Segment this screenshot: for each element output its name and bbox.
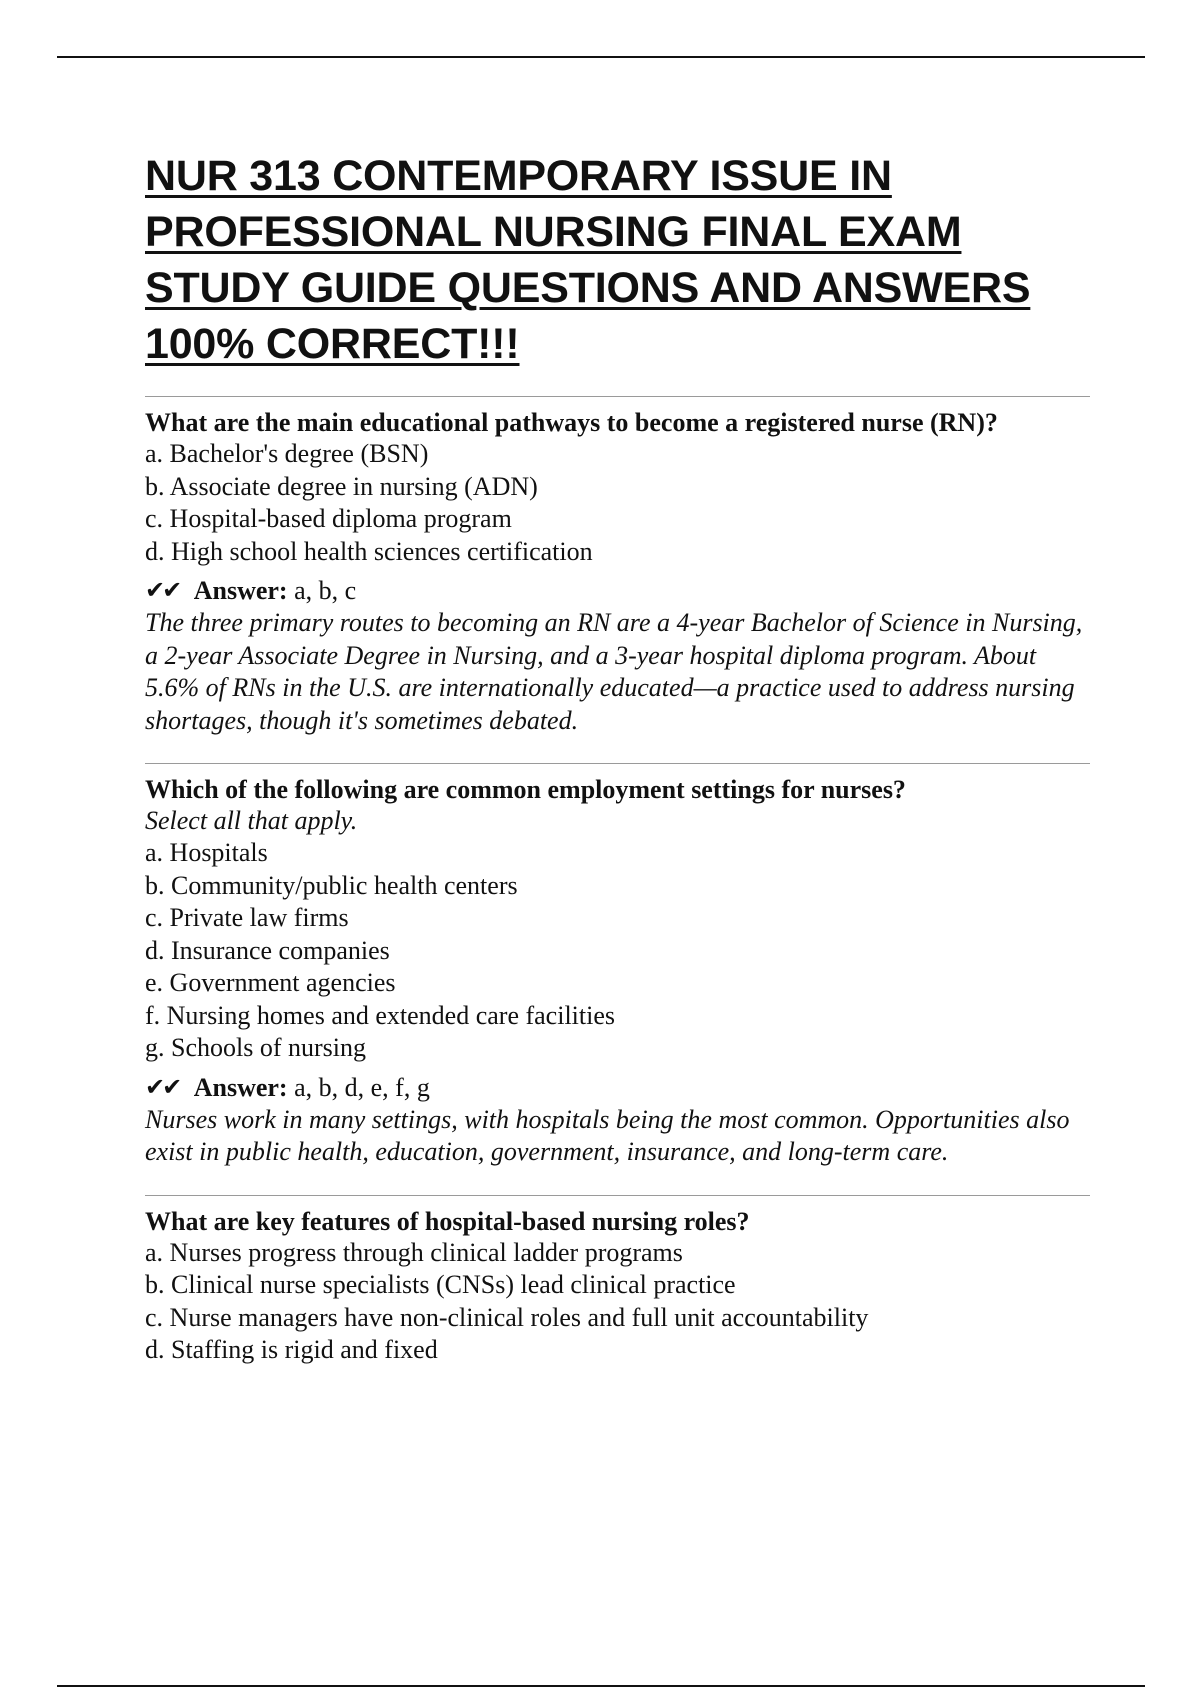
option-item: e. Government agencies xyxy=(145,968,396,997)
answer-value: a, b, d, e, f, g xyxy=(294,1072,430,1102)
answer-label: Answer: xyxy=(193,576,288,605)
question-block-1 xyxy=(145,396,1090,763)
answer-line xyxy=(145,1071,1090,1104)
option-item: a. Bachelor's degree (BSN) xyxy=(145,439,429,468)
document-title: NUR 313 CONTEMPORARY ISSUE IN PROFESSIONAL NURSING FINAL EXAM STUDY GUIDE QUESTIONS AND ANSWERS 100% CORRECT!!! xyxy=(145,152,1031,368)
option-item: b. Community/public health centers xyxy=(145,870,518,900)
option-item: a. Nurses progress through clinical ladder programs xyxy=(145,1237,683,1267)
option-item: g. Schools of nursing xyxy=(145,1033,366,1062)
bottom-page-rule xyxy=(57,1685,1145,1687)
option-list xyxy=(145,438,1090,568)
double-check-icon: ✔✔ xyxy=(145,576,180,604)
option-item: c. Private law firms xyxy=(145,903,349,932)
document-body xyxy=(145,148,1090,1395)
option-item: d. Insurance companies xyxy=(145,935,390,965)
answer-value: a, b, c xyxy=(294,576,357,605)
answer-explanation: The three primary routes to becoming an RN are a 4-year Bachelor of Science in Nursing, a 2-year Associate Degree in Nursing, and a 3-year hospital diploma program. About 5.6% of RNs in the U.S. are internationally educated—a practice used to address nursing shortages, though it's sometimes debated. xyxy=(145,608,1083,735)
question-instruction: Select all that apply. xyxy=(145,806,358,835)
answer-explanation: Nurses work in many settings, with hospitals being the most common. Opportunities also exist in public health, education, government, insurance, and long-term care. xyxy=(145,1104,1070,1166)
option-item: b. Associate degree in nursing (ADN) xyxy=(145,471,538,501)
option-item: d. Staffing is rigid and fixed xyxy=(145,1335,438,1364)
question-text: Which of the following are common employment settings for nurses? xyxy=(145,775,906,804)
option-item: c. Hospital-based diploma program xyxy=(145,504,512,533)
question-block-3 xyxy=(145,1195,1090,1395)
question-block-2 xyxy=(145,763,1090,1195)
option-item: f. Nursing homes and extended care facilities xyxy=(145,1000,615,1030)
option-item: c. Nurse managers have non-clinical roles and full unit accountability xyxy=(145,1302,869,1332)
option-item: a. Hospitals xyxy=(145,838,268,867)
option-list xyxy=(145,1237,1090,1367)
question-text: What are key features of hospital-based nursing roles? xyxy=(145,1206,750,1236)
double-check-icon: ✔✔ xyxy=(145,1072,180,1101)
top-page-rule xyxy=(57,56,1145,58)
option-item: b. Clinical nurse specialists (CNSs) lead clinical practice xyxy=(145,1270,736,1299)
option-list xyxy=(145,837,1090,1065)
answer-label: Answer: xyxy=(193,1072,288,1102)
option-item: d. High school health sciences certification xyxy=(145,536,593,566)
answer-line xyxy=(145,574,1090,607)
question-text: What are the main educational pathways to become a registered nurse (RN)? xyxy=(145,408,998,437)
